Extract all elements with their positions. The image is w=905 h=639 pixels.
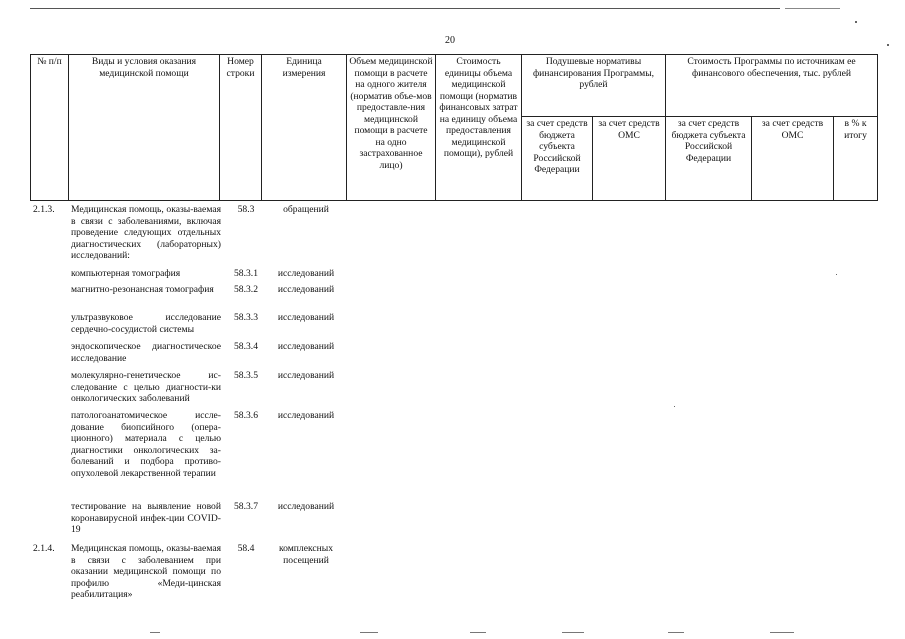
row-desc: молекулярно-генетическое ис-следование с целью диагности-ки онкологических заболеваний bbox=[71, 370, 221, 404]
row-line: 58.4 bbox=[237, 543, 255, 554]
scan-mark bbox=[150, 632, 160, 635]
row-num: 2.1.3. bbox=[33, 204, 55, 215]
row-line: 58.3.7 bbox=[234, 501, 258, 512]
scan-mark bbox=[470, 632, 486, 635]
row-unit: обращений bbox=[283, 204, 329, 215]
scan-speck bbox=[855, 21, 857, 23]
page-number: 20 bbox=[445, 35, 455, 46]
header-table bbox=[30, 54, 878, 201]
row-line: 58.3.6 bbox=[234, 410, 258, 421]
scan-mark bbox=[562, 632, 584, 635]
row-unit: исследований bbox=[277, 341, 335, 352]
header-norms-budget: за счет средств бюджета субъекта Российской Федерации bbox=[522, 117, 593, 201]
row-line: 58.3.3 bbox=[234, 312, 258, 323]
row-desc: ультразвуковое исследование сердечно-сосудистой системы bbox=[71, 312, 221, 335]
scan-mark bbox=[668, 632, 684, 635]
header-group-sources: Стоимость Программы по источникам ее финансового обеспечения, тыс. рублей bbox=[666, 55, 878, 117]
header-group-norms: Подушевые нормативы финансирования Программы, рублей bbox=[522, 55, 666, 117]
row-desc: патологоанатомическое иссле-дование биопсийного (опера-ционного) материала с целью диагностики онкологических за-болеваний и подбора противо-опухолевой лекарственной терапии bbox=[71, 410, 221, 479]
row-desc: тестирование на выявление новой коронавирусной инфек-ции COVID-19 bbox=[71, 501, 221, 535]
scan-speck bbox=[887, 44, 889, 46]
scan-mark bbox=[360, 632, 378, 635]
scan-speck bbox=[836, 274, 837, 275]
row-line: 58.3.5 bbox=[234, 370, 258, 381]
row-line: 58.3.2 bbox=[234, 284, 258, 295]
row-line: 58.3 bbox=[237, 204, 255, 215]
row-unit: комплексных посещений bbox=[278, 543, 334, 566]
top-rule bbox=[30, 8, 780, 9]
row-line: 58.3.4 bbox=[234, 341, 258, 352]
row-unit: исследований bbox=[277, 410, 335, 421]
row-unit: исследований bbox=[277, 284, 335, 295]
row-num: 2.1.4. bbox=[33, 543, 55, 554]
header-line: Номер строки bbox=[220, 55, 262, 201]
scan-speck bbox=[674, 406, 675, 407]
row-line: 58.3.1 bbox=[234, 268, 258, 279]
header-num: № п/п bbox=[31, 55, 69, 201]
row-desc: компьютерная томография bbox=[71, 268, 181, 279]
header-types: Виды и условия оказания медицинской помощи bbox=[69, 55, 220, 201]
header-cost: Стоимость единицы объема медицинской помощи (норматив финансовых затрат на единицу объема предоставления медицинской помощи), рублей bbox=[436, 55, 522, 201]
row-unit: исследований bbox=[277, 501, 335, 512]
row-desc: Медицинская помощь, оказы-ваемая в связи с заболеванием при оказании медицинской помощи по профилю «Меди-цинская реабилитация» bbox=[71, 543, 221, 600]
top-rule-right bbox=[785, 8, 840, 9]
header-src-oms: за счет средств ОМС bbox=[752, 117, 834, 201]
row-desc: Медицинская помощь, оказы-ваемая в связи с заболеваниями, включая проведение следующих отдельных диагностических (лабораторных) исследований: bbox=[71, 204, 221, 261]
row-desc: эндоскопическое диагностическое исследование bbox=[71, 341, 221, 364]
header-volume: Объем медицинской помощи в расчете на одного жителя (норматив объе-мов предоставле-ния медицинской помощи в расчете на одно застрахованное лицо) bbox=[347, 55, 436, 201]
scan-mark bbox=[770, 632, 794, 635]
header-norms-oms: за счет средств ОМС bbox=[593, 117, 666, 201]
header-src-percent: в % к итогу bbox=[834, 117, 878, 201]
row-unit: исследований bbox=[277, 268, 335, 279]
header-src-budget: за счет средств бюджета субъекта Российской Федерации bbox=[666, 117, 752, 201]
row-unit: исследований bbox=[277, 312, 335, 323]
header-unit: Единица измерения bbox=[262, 55, 347, 201]
row-unit: исследований bbox=[277, 370, 335, 381]
row-desc: магнитно-резонансная томография bbox=[71, 284, 214, 295]
